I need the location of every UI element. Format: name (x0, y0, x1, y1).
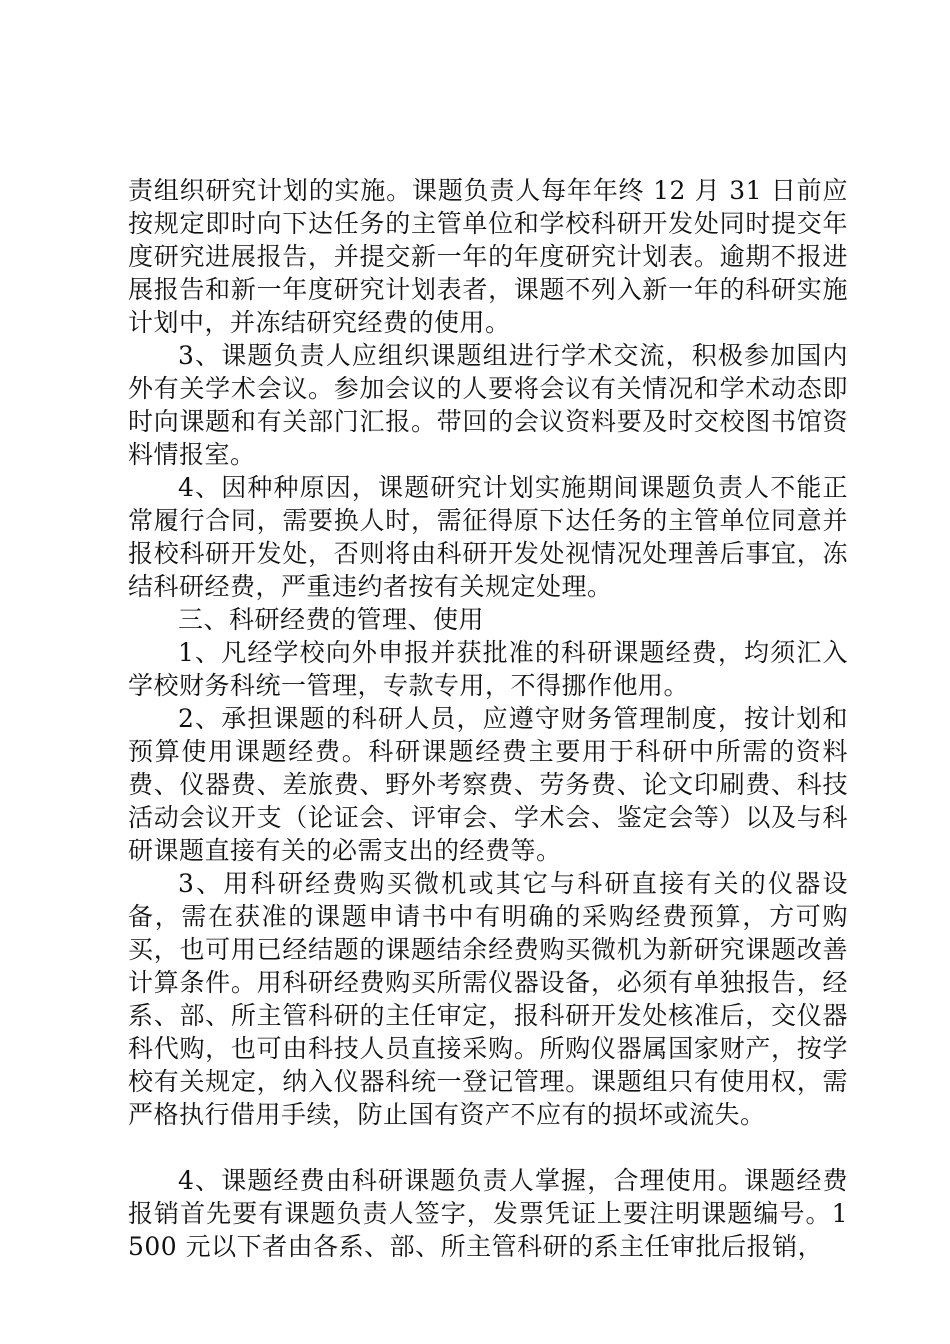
paragraph-funding-item-3: 3、用科研经费购买微机或其它与科研直接有关的仪器设备，需在获准的课题申请书中有明确的采购经费预算，方可购买，也可用已经结题的课题结余经费购买微机为新研究课题改善计算条件。用科研经费购买所需仪器设备，必须有单独报告，经系、部、所主管科研的主任审定，报科研开发处核准后，交仪器科代购，也可由科技人员直接采购。所购仪器属国家财产，按学校有关规定，纳入仪器科统一登记管理。课题组只有使用权，需严格执行借用手续，防止国有资产不应有的损坏或流失。 (128, 869, 848, 1129)
paragraph-funding-item-2: 2、承担课题的科研人员，应遵守财务管理制度，按计划和预算使用课题经费。科研课题经费主要用于科研中所需的资料费、仪器费、差旅费、野外考察费、劳务费、论文印刷费、科技活动会议开支（论证会、评审会、学术会、鉴定会等）以及与科研课题直接有关的必需支出的经费等。 (128, 704, 848, 865)
paragraph-item-4-change-leader: 4、因种种原因，课题研究计划实施期间课题负责人不能正常履行合同，需要换人时，需征得原下达任务的主管单位同意并报校科研开发处，否则将由科研开发处视情况处理善后事宜，冻结科研经费，严重违约者按有关规定处理。 (128, 473, 848, 601)
paragraph-spacer (128, 1131, 848, 1164)
document-body (128, 174, 848, 1263)
paragraph-funding-item-1: 1、凡经学校向外申报并获批准的科研课题经费，均须汇入学校财务科统一管理，专款专用，不得挪作他用。 (128, 638, 848, 700)
paragraph-research-plan-continuation: 责组织研究计划的实施。课题负责人每年年终 12 月 31 日前应按规定即时向下达任务的主管单位和学校科研开发处同时提交年度研究进展报告，并提交新一年的年度研究计划表。逾期不报进展报告和新一年度研究计划表者，课题不列入新一年的科研实施计划中，并冻结研究经费的使用。 (128, 176, 848, 337)
paragraph-item-3-academic-exchange: 3、课题负责人应组织课题组进行学术交流，积极参加国内外有关学术会议。参加会议的人要将会议有关情况和学术动态即时向课题和有关部门汇报。带回的会议资料要及时交校图书馆资料情报室。 (128, 341, 848, 469)
paragraph-funding-item-4: 4、课题经费由科研课题负责人掌握，合理使用。课题经费报销首先要有课题负责人签字，发票凭证上要注明课题编号。1500 元以下者由各系、部、所主管科研的系主任审批后报销， (128, 1166, 848, 1261)
section-heading-funding: 三、科研经费的管理、使用 (178, 605, 485, 634)
